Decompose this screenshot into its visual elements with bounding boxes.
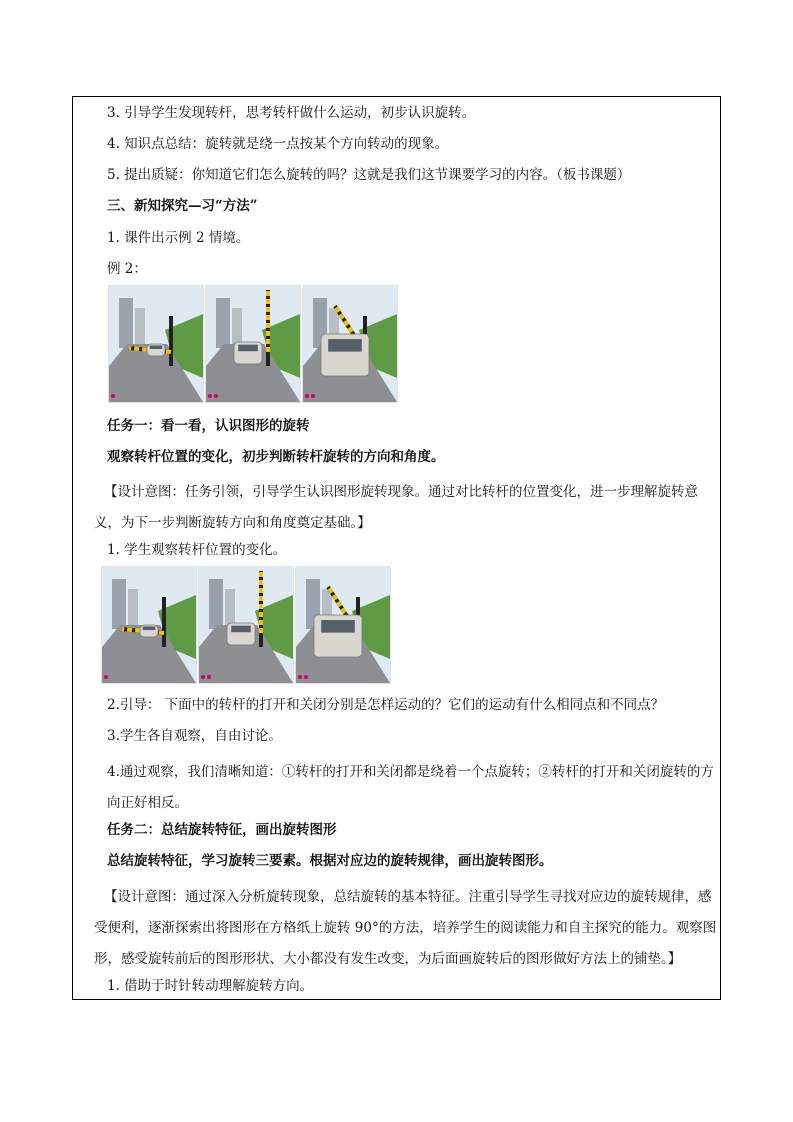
gate-photo-drawing (296, 567, 390, 683)
gate-photo-drawing (199, 567, 293, 683)
car-windshield (143, 626, 156, 630)
building (119, 298, 133, 348)
photo-gate-closed (108, 285, 204, 403)
car-windshield (231, 626, 251, 633)
car-windshield (238, 345, 258, 352)
corner-dot (201, 675, 205, 679)
text-line-2: 4. 知识点总结：旋转就是绕一点按某个方向转动的现象。 (107, 136, 449, 152)
text-line-12: 3.学生各自观察，自由讨论。 (107, 728, 282, 744)
gate-photo-drawing (303, 286, 397, 402)
gate-photo-drawing (109, 286, 203, 402)
task-two-title: 任务二：总结旋转特征，画出旋转图形 (107, 822, 337, 838)
car-windshield (328, 339, 362, 352)
car-windshield (321, 620, 355, 633)
corner-dot (208, 394, 212, 398)
gate-post (169, 316, 173, 366)
corner-dot (304, 675, 308, 679)
design-intent-1: 【设计意图：任务引领，引导学生认识图形旋转现象。通过对比转杆的位置变化，进一步理解旋转意义，为下一步判断旋转方向和角度奠定基础。】 (94, 484, 698, 531)
text-line-11: 2.引导： 下面中的转杆的打开和关闭分别是怎样运动的？它们的运动有什么相同点和不同点？ (107, 697, 665, 713)
corner-dot (311, 394, 315, 398)
text-line-1: 3. 引导学生发现转杆，思考转杆做什么运动，初步认识旋转。 (107, 105, 476, 121)
gate-post (162, 597, 166, 647)
photo-strip-1 (108, 285, 399, 403)
text-line-3: 5. 提出质疑：你知道它们怎么旋转的吗？这就是我们这节课要学习的内容。（板书课题） (107, 167, 631, 183)
building (216, 298, 230, 348)
section-heading: 三、新知探究—习“方法” (107, 198, 258, 214)
text-line-17: 1. 借助于时针转动理解旋转方向。 (107, 978, 314, 994)
text-line-5: 1. 课件出示例 2 情境。 (107, 230, 250, 246)
building (128, 589, 138, 629)
photo-strip-2 (101, 566, 392, 684)
corner-dot (104, 675, 108, 679)
text-line-10: 1. 学生观察转杆位置的变化。 (107, 542, 287, 558)
example-label: 例 2： (107, 261, 147, 277)
text-line-13: 4.通过观察，我们清晰知道：①转杆的打开和关闭都是绕着一个点旋转；②转杆的打开和关闭旋转的方向正好相反。 (107, 764, 714, 811)
task-one-subtitle: 观察转杆位置的变化，初步判断转杆旋转的方向和角度。 (107, 449, 445, 465)
corner-dot (305, 394, 309, 398)
building (135, 308, 145, 348)
corner-dot (298, 675, 302, 679)
photo-gate-open (198, 566, 294, 684)
photo-gate-closed (101, 566, 197, 684)
gate-photo-drawing (206, 286, 300, 402)
corner-dot (111, 394, 115, 398)
corner-dot (207, 675, 211, 679)
building (209, 579, 223, 629)
building (112, 579, 126, 629)
corner-dot (214, 394, 218, 398)
design-intent-2: 【设计意图：通过深入分析旋转现象，总结旋转的基本特征。注重引导学生寻找对应边的旋转规律，感受便利，逐渐探索出将图形在方格纸上旋转 90°的方法，培养学生的阅读能力和自主探究的能力。观察图形，感受旋转前后的图形形状、大小都没有发生改变，为后面画旋转后的图形做好方法上的铺垫。】 (94, 889, 717, 967)
photo-gate-opening (295, 566, 391, 684)
photo-gate-open (205, 285, 301, 403)
task-one-title: 任务一：看一看，认识图形的旋转 (107, 418, 310, 434)
gate-photo-drawing (102, 567, 196, 683)
photo-gate-opening (302, 285, 398, 403)
car-windshield (150, 345, 163, 349)
task-two-subtitle: 总结旋转特征，学习旋转三要素。根据对应边的旋转规律，画出旋转图形。 (107, 853, 553, 869)
